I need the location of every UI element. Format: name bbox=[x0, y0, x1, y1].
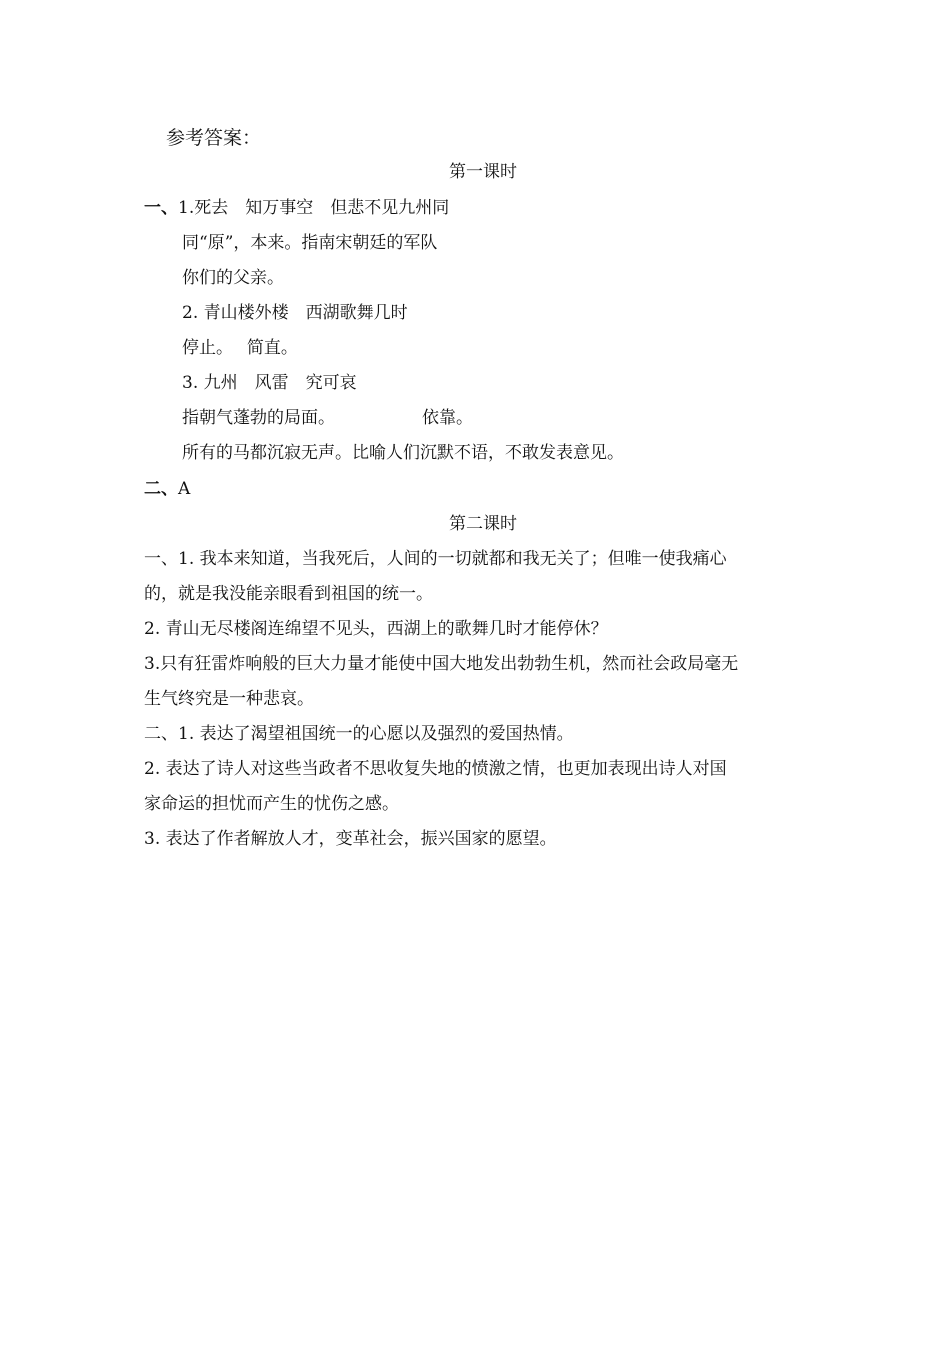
question-2-answer: A bbox=[178, 479, 191, 499]
answer-1-line-1: 一、1. 我本来知道，当我死后，人间的一切就都和我无关了；但唯一使我痛心 bbox=[144, 549, 727, 569]
question-1-item-3-note-1a: 指朝气蓬勃的局面。 bbox=[182, 408, 335, 428]
question-1-row bbox=[144, 197, 449, 219]
question-2-row bbox=[144, 478, 190, 500]
question-1-item-3-note-2: 所有的马都沉寂无声。比喻人们沉默不语，不敢发表意见。 bbox=[182, 443, 624, 463]
answer-2: 2. 青山无尽楼阁连绵望不见头，西湖上的歌舞几时才能停休？ bbox=[144, 619, 608, 639]
question-1-label: 一、 bbox=[144, 198, 178, 218]
question-1-item-2-note: 停止。 简直。 bbox=[182, 338, 298, 358]
answer-part-2-item-2-line-1: 2. 表达了诗人对这些当政者不思收复失地的愤激之情，也更加表现出诗人对国 bbox=[144, 759, 727, 779]
answer-1-line-2: 的，就是我没能亲眼看到祖国的统一。 bbox=[144, 584, 433, 604]
question-2-label: 二、 bbox=[144, 479, 178, 499]
question-1-item-1: 1.死去 知万事空 但悲不见九州同 bbox=[178, 198, 450, 218]
question-1-item-3-note-1b: 依靠。 bbox=[422, 408, 473, 428]
question-1-item-2: 2. 青山楼外楼 西湖歌舞几时 bbox=[182, 303, 408, 323]
answer-3-line-1: 3.只有狂雷炸响般的巨大力量才能使中国大地发出勃勃生机，然而社会政局毫无 bbox=[144, 654, 739, 674]
answer-3-line-2: 生气终究是一种悲哀。 bbox=[144, 689, 314, 709]
question-1-item-1-note-1: 同“原”，本来。指南宋朝廷的军队 bbox=[182, 233, 438, 253]
page-title: 参考答案： bbox=[166, 127, 262, 149]
question-1-item-1-note-2: 你们的父亲。 bbox=[182, 268, 284, 288]
question-1-item-3: 3. 九州 风雷 究可哀 bbox=[182, 373, 357, 393]
section-heading-lesson-2: 第二课时 bbox=[449, 514, 517, 534]
answer-part-2-item-1: 二、1. 表达了渴望祖国统一的心愿以及强烈的爱国热情。 bbox=[144, 724, 574, 744]
section-heading-lesson-1: 第一课时 bbox=[449, 162, 517, 182]
answer-part-2-item-2-line-2: 家命运的担忧而产生的忧伤之感。 bbox=[144, 794, 399, 814]
answer-part-2-item-3: 3. 表达了作者解放人才，变革社会，振兴国家的愿望。 bbox=[144, 829, 557, 849]
